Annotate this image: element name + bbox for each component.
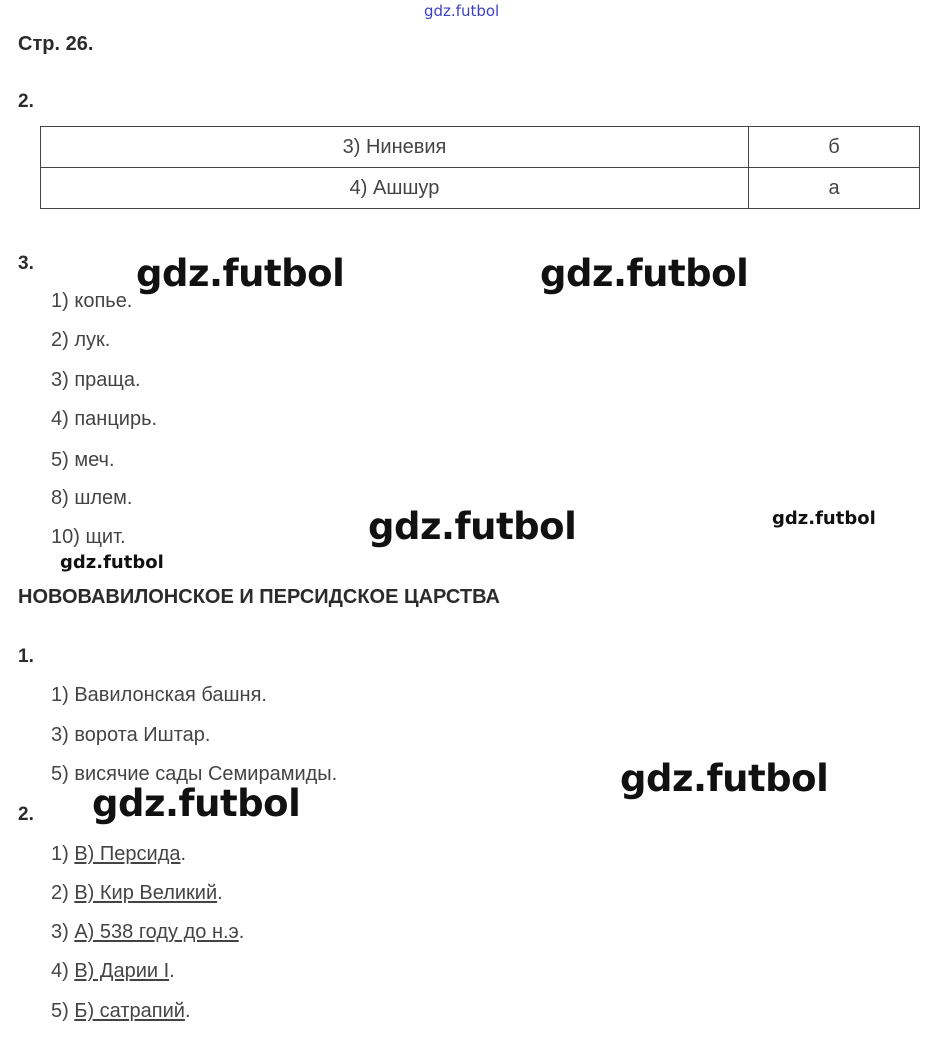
- watermark: gdz.futbol: [60, 552, 164, 573]
- underlined-answer: А) 538 году до н.э: [74, 921, 239, 943]
- table-cell: 4) Ашшур: [41, 168, 749, 209]
- list-item: 1) Вавилонская башня.: [51, 684, 267, 706]
- task-number: 2.: [18, 804, 34, 825]
- underlined-answer: В) Кир Великий: [74, 882, 218, 904]
- underlined-answer: В) Дарии I: [74, 960, 170, 982]
- underlined-answer: Б) сатрапий: [74, 1000, 185, 1022]
- watermark: gdz.futbol: [620, 757, 829, 800]
- answer-item: [51, 921, 244, 944]
- list-item: 10) щит.: [51, 526, 126, 548]
- answer-item: [51, 843, 186, 866]
- item-prefix: 2): [51, 882, 75, 904]
- item-prefix: 3): [51, 921, 75, 943]
- answer-item: [51, 882, 223, 905]
- item-suffix: .: [217, 882, 223, 904]
- table-cell: а: [749, 168, 920, 209]
- table-row: [41, 127, 920, 168]
- list-item: 3) ворота Иштар.: [51, 724, 211, 746]
- item-suffix: .: [184, 1000, 191, 1022]
- table-row: [41, 168, 920, 209]
- answer-item: [51, 1000, 191, 1023]
- task-number: 3.: [18, 253, 34, 274]
- watermark: gdz.futbol: [772, 508, 876, 529]
- watermark: gdz.futbol: [136, 252, 345, 295]
- list-item: 3) праща.: [51, 369, 141, 391]
- watermark-top: gdz.futbol: [424, 2, 500, 20]
- table-cell: 3) Ниневия: [41, 127, 749, 168]
- task-number: 2.: [18, 91, 34, 112]
- answer-item: [51, 960, 175, 983]
- watermark: gdz.futbol: [92, 782, 301, 825]
- table-cell: б: [749, 127, 920, 168]
- list-item: 5) меч.: [51, 449, 115, 471]
- section-heading: НОВОВАВИЛОНСКОЕ И ПЕРСИДСКОЕ ЦАРСТВА: [18, 586, 500, 608]
- list-item: 8) шлем.: [51, 487, 133, 509]
- underlined-answer: В) Персида: [74, 843, 181, 865]
- page-label: Стр. 26.: [18, 33, 94, 55]
- watermark: gdz.futbol: [368, 505, 577, 548]
- watermark: gdz.futbol: [540, 252, 749, 295]
- list-item: 2) лук.: [51, 329, 111, 351]
- list-item: 4) панцирь.: [51, 408, 158, 430]
- item-prefix: 5): [51, 1000, 75, 1022]
- list-item: 5) висячие сады Семирамиды.: [51, 763, 338, 785]
- item-prefix: 1): [51, 843, 75, 865]
- task-number: 1.: [18, 646, 34, 667]
- item-suffix: .: [180, 843, 187, 865]
- list-item: 1) копье.: [51, 290, 133, 312]
- item-suffix: .: [169, 960, 175, 982]
- matching-table: [40, 126, 920, 209]
- item-prefix: 4): [51, 960, 75, 982]
- item-suffix: .: [238, 921, 245, 943]
